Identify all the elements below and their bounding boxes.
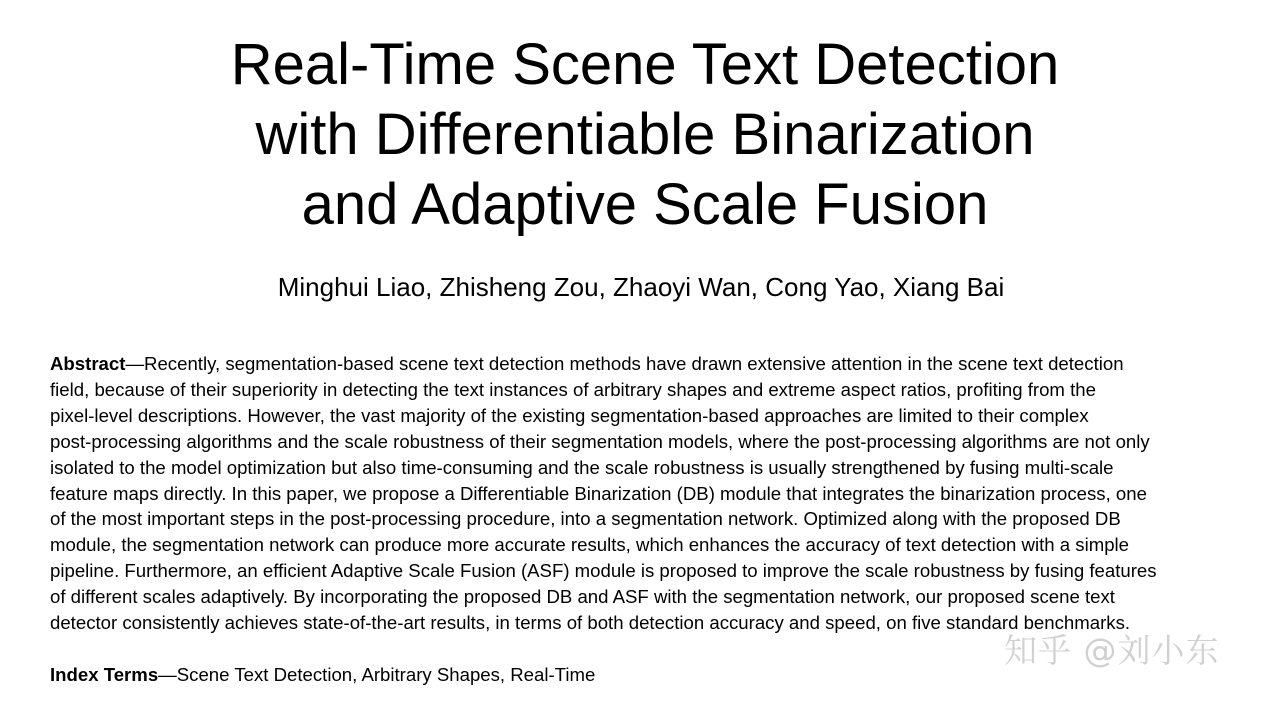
abstract-paragraph	[50, 351, 1250, 636]
author-list: Minghui Liao, Zhisheng Zou, Zhaoyi Wan, Cong Yao, Xiang Bai	[277, 272, 1005, 302]
abstract-text: —Recently, segmentation-based scene text detection methods have drawn extensive attention in the scene text detection	[125, 353, 1124, 374]
abstract-line: pixel-level descriptions. However, the vast majority of the existing segmentation-based approaches are limited to their complex	[50, 404, 1089, 426]
watermark: 知乎 @刘小东	[1004, 631, 1220, 670]
abstract-line: of different scales adaptively. By incorporating the proposed DB and ASF with the segmentation network, our proposed scene text	[50, 586, 1115, 608]
title-line-1: Real-Time Scene Text Detection	[230, 32, 1060, 97]
abstract-line: isolated to the model optimization but also time-consuming and the scale robustness is usually strengthened by fusing multi-scale	[50, 456, 1114, 478]
title-line-3: and Adaptive Scale Fusion	[301, 172, 989, 237]
index-terms-label: Index Terms	[50, 664, 159, 685]
abstract-line	[50, 351, 1250, 377]
index-terms-text: —Scene Text Detection, Arbitrary Shapes, Real-Time	[158, 664, 596, 685]
abstract-line: field, because of their superiority in detecting the text instances of arbitrary shapes and extreme aspect ratios, profiting from the	[50, 378, 1096, 400]
abstract-line: pipeline. Furthermore, an efficient Adaptive Scale Fusion (ASF) module is proposed to improve the scale robustness by fusing features	[50, 560, 1157, 582]
abstract-line: post-processing algorithms and the scale robustness of their segmentation models, where the post-processing algorithms are not only	[50, 430, 1150, 452]
abstract-line: of the most important steps in the post-processing procedure, into a segmentation network. Optimized along with the proposed DB	[50, 508, 1121, 530]
title-line-2: with Differentiable Binarization	[255, 102, 1035, 167]
abstract-line: detector consistently achieves state-of-the-art results, in terms of both detection accuracy and speed, on five standard benchmarks.	[50, 612, 1131, 634]
abstract-line: feature maps directly. In this paper, we propose a Differentiable Binarization (DB) module that integrates the binarization process, one	[50, 482, 1147, 504]
paper-title	[0, 30, 1274, 240]
abstract-line: module, the segmentation network can produce more accurate results, which enhances the accuracy of text detection with a simple	[50, 534, 1130, 556]
index-terms	[50, 662, 595, 688]
abstract-label: Abstract	[50, 353, 126, 374]
